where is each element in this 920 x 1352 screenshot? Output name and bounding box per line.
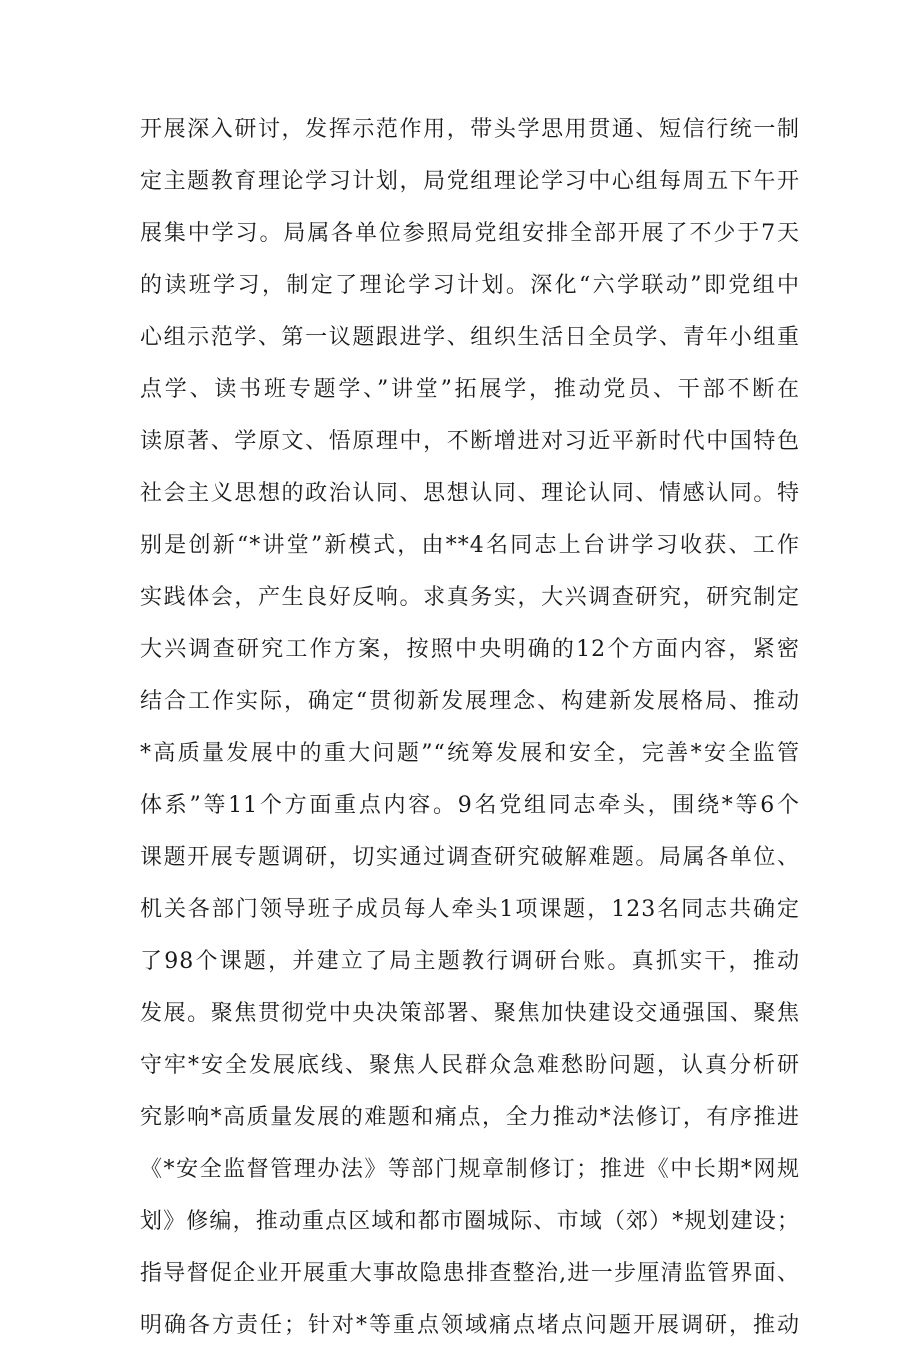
- text-line-6: 点学、读书班专题学、”讲堂”拓展学，推动党员、干部不断在: [140, 377, 800, 402]
- text-line-21: 《*安全监督管理办法》等部门规章制修订；推进《中长期*网规: [140, 1157, 800, 1182]
- text-line-19: 守牢*安全发展底线、聚焦人民群众急难愁盼问题，认真分析研: [140, 1053, 800, 1078]
- text-line-12: 结合工作实际，确定“贯彻新发展理念、构建新发展格局、推动: [140, 689, 800, 714]
- text-line-7: 读原著、学原文、悟原理中，不断增进对习近平新时代中国特色: [140, 429, 800, 454]
- text-line-23: 指导督促企业开展重大事故隐患排查整治,进一步厘清监管界面、: [140, 1261, 800, 1286]
- text-line-17: 了98个课题，并建立了局主题教行调研台账。真抓实干，推动: [140, 949, 800, 974]
- body-paragraph: [140, 104, 800, 1352]
- text-line-20: 究影响*高质量发展的难题和痛点，全力推动*法修订，有序推进: [140, 1105, 800, 1130]
- text-line-11: 大兴调查研究工作方案，按照中央明确的12个方面内容，紧密: [140, 637, 800, 662]
- text-line-3: 展集中学习。局属各单位参照局党组安排全部开展了不少于7天: [140, 221, 800, 246]
- text-line-16: 机关各部门领导班子成员每人牵头1项课题，123名同志共确定: [140, 897, 800, 922]
- text-line-4: 的读班学习，制定了理论学习计划。深化“六学联动”即党组中: [140, 273, 800, 298]
- text-line-22: 划》修编，推动重点区域和都市圈城际、市域（郊）*规划建设；: [140, 1209, 800, 1234]
- text-line-13: *高质量发展中的重大问题”“统筹发展和安全，完善*安全监管: [140, 741, 800, 766]
- text-line-24: 明确各方责任；针对*等重点领域痛点堵点问题开展调研，推动: [140, 1313, 800, 1338]
- text-line-18: 发展。聚焦贯彻党中央决策部署、聚焦加快建设交通强国、聚焦: [140, 1001, 800, 1026]
- text-line-5: 心组示范学、第一议题跟进学、组织生活日全员学、青年小组重: [140, 325, 800, 350]
- text-line-2: 定主题教育理论学习计划，局党组理论学习中心组每周五下午开: [140, 169, 800, 194]
- text-line-15: 课题开展专题调研，切实通过调查研究破解难题。局属各单位、: [140, 845, 800, 870]
- text-line-10: 实践体会，产生良好反响。求真务实，大兴调查研究，研究制定: [140, 585, 800, 610]
- text-line-9: 别是创新“*讲堂”新模式，由**4名同志上台讲学习收获、工作: [140, 533, 800, 558]
- text-line-1: 开展深入研讨，发挥示范作用，带头学思用贯通、短信行统一制: [140, 117, 800, 142]
- text-line-8: 社会主义思想的政治认同、思想认同、理论认同、情感认同。特: [140, 481, 800, 506]
- text-line-14: 体系”等11个方面重点内容。9名党组同志牵头，围绕*等6个: [140, 793, 800, 818]
